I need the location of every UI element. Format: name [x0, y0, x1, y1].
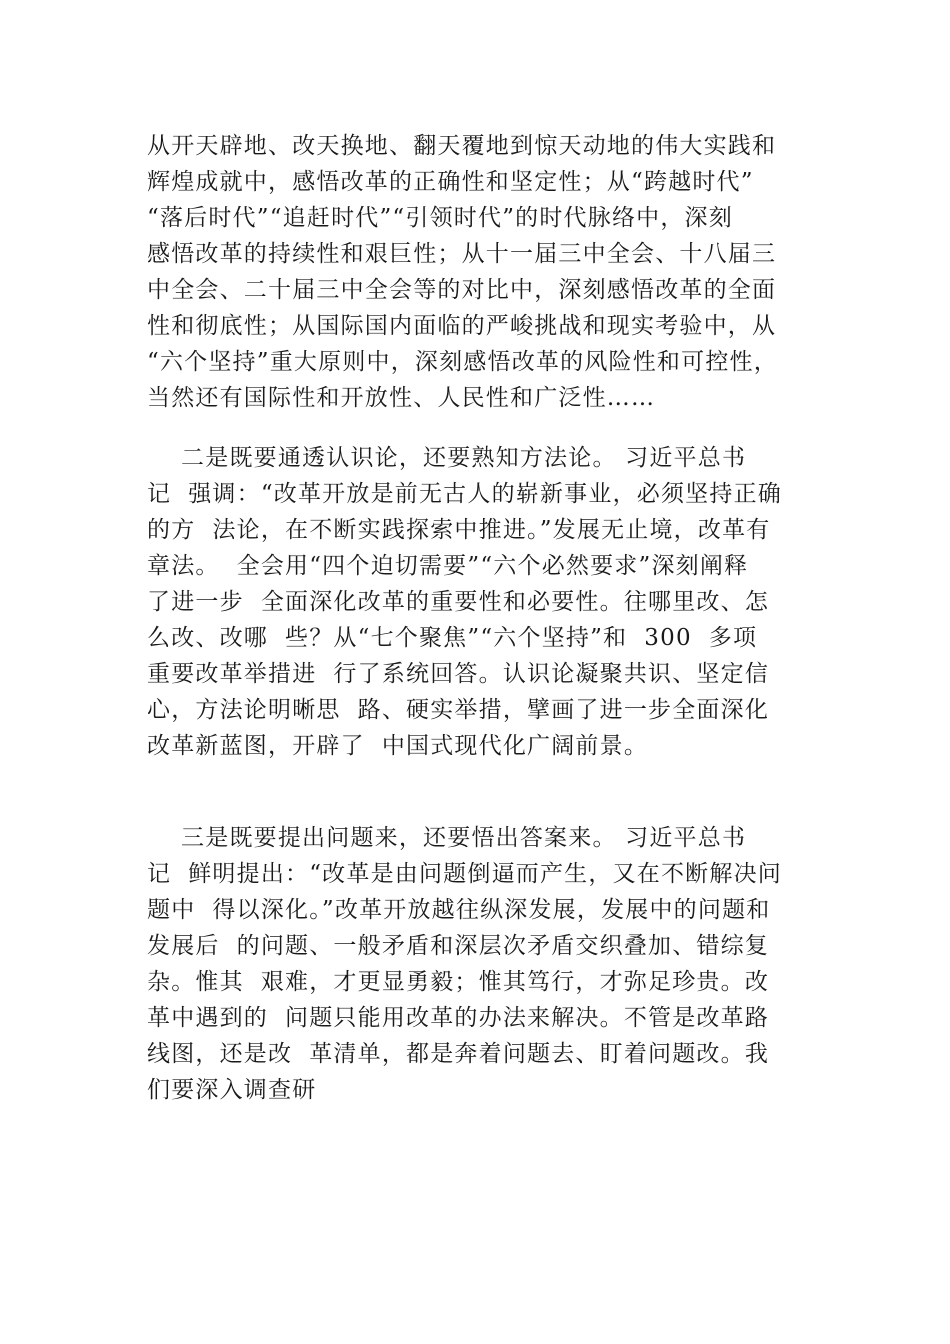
text-line: 从开天辟地、改天换地、翻天覆地到惊天动地的伟大实践和 — [147, 133, 777, 159]
text-line: 了进一步 全面深化改革的重要性和必要性。往哪里改、怎 — [147, 589, 770, 615]
text-line: “六个坚持”重大原则中，深刻感悟改革的风险性和可控性， — [147, 349, 778, 375]
text-line: 三是既要提出问题来，还要悟出答案来。 习近平总书 — [147, 825, 747, 851]
text-line: 感悟改革的持续性和艰巨性；从十一届三中全会、十八届三 — [147, 241, 777, 267]
text-line: 革中遇到的 问题只能用改革的办法来解决。不管是改革路 — [147, 1005, 770, 1031]
paragraph-1 — [147, 128, 837, 416]
text-line: 章法。 全会用“四个迫切需要”“六个必然要求”深刻阐释 — [147, 553, 749, 579]
paragraph-3 — [147, 820, 837, 1108]
text-line: 线图，还是改 革清单，都是奔着问题去、盯着问题改。我 — [147, 1041, 770, 1067]
text-line: 们要深入调查研 — [147, 1077, 317, 1103]
text-line: 记 鲜明提出：“改革是由问题倒逼而产生，又在不断解决问 — [147, 861, 782, 887]
text-line: 辉煌成就中，感悟改革的正确性和坚定性；从“跨越时代” — [147, 169, 754, 195]
text-line: 记 强调：“改革开放是前无古人的崭新事业，必须坚持正确 — [147, 481, 782, 507]
text-line: 么改、改哪 些？从“七个聚焦”“六个坚持”和 300 多项 — [147, 625, 758, 651]
text-line: 的方 法论，在不断实践探索中推进。”发展无止境，改革有 — [147, 517, 771, 543]
text-line: 性和彻底性；从国际国内面临的严峻挑战和现实考验中，从 — [147, 313, 777, 339]
text-line: 当然还有国际性和开放性、人民性和广泛性…… — [147, 385, 656, 411]
text-line: 中全会、二十届三中全会等的对比中，深刻感悟改革的全面 — [147, 277, 777, 303]
text-line: 心，方法论明晰思 路、硬实举措，擘画了进一步全面深化 — [147, 697, 770, 723]
text-line: “落后时代”“追赶时代”“引领时代”的时代脉络中，深刻 — [147, 205, 733, 231]
text-line: 发展后 的问题、一般矛盾和深层次矛盾交织叠加、错综复 — [147, 933, 770, 959]
text-line: 题中 得以深化。”改革开放越往纵深发展，发展中的问题和 — [147, 897, 771, 923]
text-line: 二是既要通透认识论，还要熟知方法论。 习近平总书 — [147, 445, 747, 471]
text-line: 杂。惟其 艰难，才更显勇毅；惟其笃行，才弥足珍贵。改 — [147, 969, 770, 995]
text-line: 改革新蓝图，开辟了 中国式现代化广阔前景。 — [147, 733, 649, 759]
text-line: 重要改革举措进 行了系统回答。认识论凝聚共识、坚定信 — [147, 661, 770, 687]
paragraph-2 — [147, 440, 837, 764]
